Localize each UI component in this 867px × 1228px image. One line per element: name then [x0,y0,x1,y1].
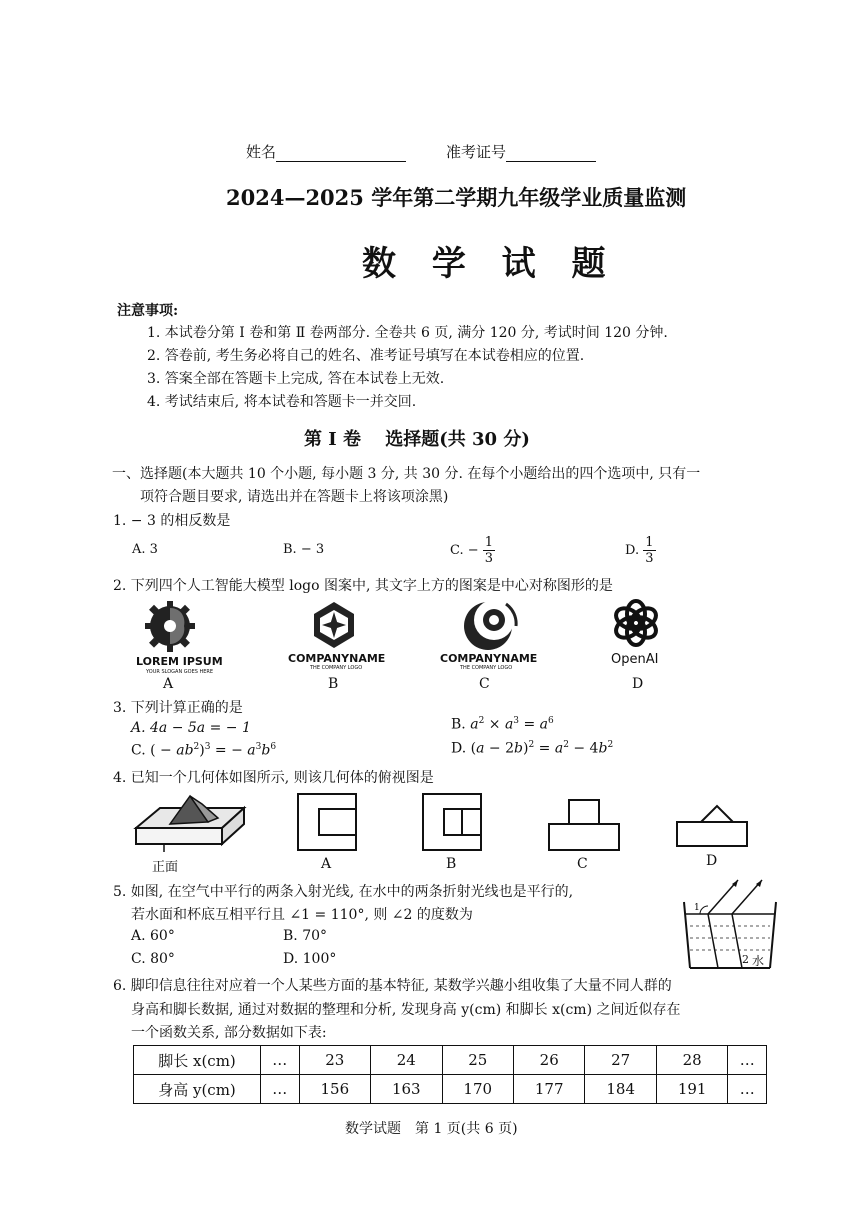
table-cell: … [261,1075,300,1104]
q1-d-num: 1 [645,535,654,550]
q2-label-d: D [632,676,644,692]
id-blank [506,145,596,162]
q2-label-c: C [479,676,490,692]
q5-stem-1: 5. 如图, 在空气中平行的两条入射光线, 在水中的两条折射光线也是平行的, [113,884,574,900]
table-cell: 24 [371,1046,442,1075]
table-cell: 184 [585,1075,656,1104]
table-cell: 177 [513,1075,584,1104]
q2-label-a: A [163,676,174,692]
name-blank [276,145,406,162]
q5-option-b: B. 70° [283,928,328,944]
openai-knot-logo-icon [611,598,661,648]
q5-option-a: A. 60° [131,928,175,944]
logo-c-text: COMPANYNAME [440,652,538,665]
gear-brain-logo-icon [140,598,200,656]
q3-option-a: A. 4a − 5a = − 1 [131,720,251,736]
table-cell: 27 [585,1046,656,1075]
table-cell: 身高 y(cm) [134,1075,261,1104]
logo-b-small: THE COMPANY LOGO [310,665,363,671]
table-cell: 23 [299,1046,370,1075]
q4-label-d: D [706,853,718,869]
q5-option-d: D. 100° [283,951,337,967]
id-label: 准考证号 [446,143,507,161]
q1-c-den: 3 [484,551,494,566]
q1-d-fraction [643,535,655,566]
q3-option-c: C. ( − $ab^2)^3$ = − $a^3b^6$ [131,742,277,759]
notice-item: 4. 考试结束后, 将本试卷和答题卡一并交回. [147,394,417,410]
q4-view-d [675,802,749,848]
q1-c-num: 1 [484,535,494,550]
q6-stem-3: 一个函数关系, 部分数据如下表: [131,1025,327,1041]
table-cell: 脚长 x(cm) [134,1046,261,1075]
section1-heading: 第 Ⅰ 卷 选择题(共 30 分) [304,429,530,450]
table-row [134,1046,767,1075]
logo-b-text: COMPANYNAME [288,652,386,665]
q3-option-d: D. $(a - 2b)^2 = a^2 - 4b^2$ [451,740,614,757]
logo-d-text: OpenAI [611,652,659,667]
q2-label-b: B [328,676,339,692]
q4-view-a [297,793,357,851]
notice-heading: 注意事项: [117,303,179,319]
table-cell: 26 [513,1046,584,1075]
table-cell: 156 [299,1075,370,1104]
q1-option-b: B. − 3 [283,542,325,557]
table-cell: 170 [442,1075,513,1104]
q3-option-b: B. $a^2 \times a^3 = a^6$ [451,716,554,733]
q5-stem-2: 若水面和杯底互相平行且 ∠1 = 110°, 则 ∠2 的度数为 [131,907,473,923]
logo-a-small: YOUR SLOGAN GOES HERE [146,669,214,675]
table-cell: 25 [442,1046,513,1075]
q1-c-fraction [483,535,495,566]
notice-item: 1. 本试卷分第 Ⅰ 卷和第 Ⅱ 卷两部分. 全卷共 6 页, 满分 120 分, 考试时间 120 分钟. [147,325,668,341]
q6-stem-1: 6. 脚印信息往往对应着一个人某些方面的基本特征, 某数学兴趣小组收集了大量不同人群的 [113,978,672,994]
q1-d-den: 3 [645,551,654,566]
table-cell: 163 [371,1075,442,1104]
name-field [246,141,406,162]
q6-stem-2: 身高和脚长数据, 通过对数据的整理和分析, 发现身高 y(cm) 和脚长 x(cm) 之间近似存在 [131,1002,681,1018]
q3-stem: 3. 下列计算正确的是 [113,700,243,716]
q5-fig-label-water: 水 [752,954,765,968]
beaker-light-figure-icon [680,878,780,972]
q4-label-b: B [446,856,457,872]
q1-option-d [625,535,656,566]
q5-option-c: C. 80° [131,951,175,967]
crescent-gear-logo-icon [460,598,522,652]
table-cell: … [728,1046,767,1075]
id-field [446,141,596,162]
logo-a-text: LOREM IPSUM [136,655,223,668]
q1-option-a: A. 3 [132,542,158,557]
notice-item: 2. 答卷前, 考生务必将自己的姓名、准考证号填写在本试卷相应的位置. [147,348,585,364]
section1-intro-2: 项符合题目要求, 请选出并在答题卡上将该项涂黑) [140,489,449,505]
logo-c-small: THE COMPANY LOGO [460,665,513,671]
solid-figure-icon [132,790,248,856]
table-cell: … [728,1075,767,1104]
q3-c-label: C. [131,742,146,759]
svg-text:1: 1 [694,903,700,913]
q1-stem: 1. − 3 的相反数是 [113,513,231,529]
q4-stem: 4. 已知一个几何体如图所示, 则该几何体的俯视图是 [113,770,434,786]
table-row [134,1075,767,1104]
q4-front-label: 正面 [152,860,179,875]
name-label: 姓名 [246,143,277,161]
q5-fig-label-2: 2 [742,953,749,966]
q4-label-a: A [321,856,332,872]
q4-view-c [547,798,621,852]
page-footer: 数学试题 第 1 页(共 6 页) [345,1121,518,1137]
table-cell: … [261,1046,300,1075]
q1-option-c [450,535,495,566]
hexagon-star-logo-icon [308,600,360,650]
q4-label-c: C [577,856,588,872]
q4-view-b [422,793,482,851]
q2-stem: 2. 下列四个人工智能大模型 logo 图案中, 其文字上方的图案是中心对称图形的是 [113,578,613,594]
exam-title: 2024—2025 学年第二学期九年级学业质量监测 [226,185,687,210]
notice-item: 3. 答案全部在答题卡上完成, 答在本试卷上无效. [147,371,445,387]
q6-data-table [133,1045,767,1104]
subject-title: 数 学 试 题 [362,244,618,284]
q3-d-label: D. [451,740,467,757]
section1-intro-1: 一、选择题(本大题共 10 个小题, 每小题 3 分, 共 30 分. 在每个小题给出的四个选项中, 只有一 [112,466,701,482]
table-cell: 191 [656,1075,727,1104]
q1-d-prefix: D. [625,543,640,558]
q1-c-prefix: C. − [450,543,479,558]
table-cell: 28 [656,1046,727,1075]
